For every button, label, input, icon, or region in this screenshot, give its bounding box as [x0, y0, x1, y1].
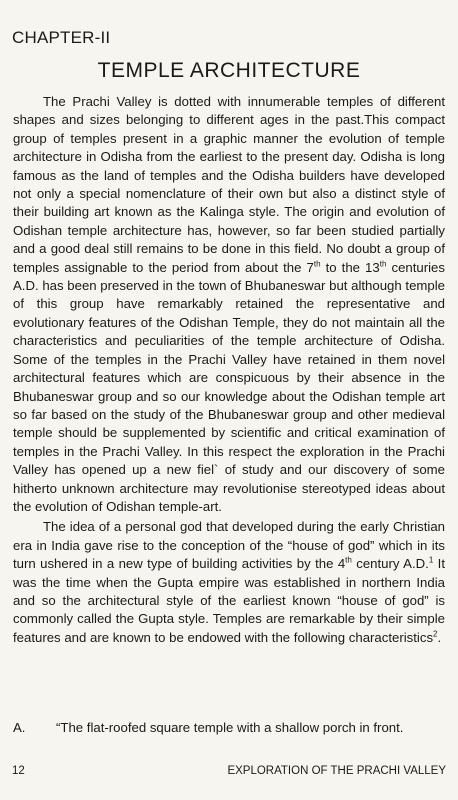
superscript: th [345, 555, 352, 565]
paragraph [13, 93, 445, 516]
superscript: th [379, 259, 387, 269]
text-segment: centuries A.D. has been preserved in the town of Bhubaneswar but although temple of this group have remarkably retained the representative and evolutionary features of the Odishan Temple, they do not maintain all the characteristics and peculiarities of the temple architecture of Odisha. Some of the temples in the Prachi Valley have retained in them novel architectural features which are conspicuous by their absence in the Bhubaneswar group and so our knowledge about the Odishan temple art so far based on the study of the Bhubaneswar group and other medieval temple should be supplemented by scientific and critical examination of temples in the Prachi Valley. In this respect the exploration in the Prachi Valley has opened up a new fiel` of study and our discovery of some hitherto unknown architecture may revolutionise stereotyped ideas about the evolution of Odishan temple-art. [13, 259, 445, 514]
list-item-marker: A. [13, 720, 26, 735]
superscript: 2 [433, 629, 438, 639]
text-segment: century A.D. [351, 556, 429, 572]
text-segment: The idea of a personal god that developed during the early Christian era in India gave rise to the conception of the “house of god” which in its turn ushered in a new type of building activities by the 4 [13, 519, 445, 572]
list-item-text: “The flat-roofed square temple with a shallow porch in front. [56, 720, 404, 735]
superscript: th [313, 259, 321, 269]
paragraph [13, 518, 445, 647]
text-segment: . [437, 629, 442, 645]
superscript: 1 [428, 555, 434, 565]
running-title: EXPLORATION OF THE PRACHI VALLEY [227, 765, 446, 777]
text-segment: It was the time when the Gupta empire was established in northern India and so the architectural style of the earliest known “house of god” is commonly called the Gupta style. Temples are remarkable by their simple features and are known to be endowed with the following characteristics [13, 556, 445, 645]
chapter-title: TEMPLE ARCHITECTURE [97, 59, 361, 82]
chapter-label: CHAPTER-II [12, 28, 111, 47]
text-segment: The Prachi Valley is dotted with innumerable temples of different shapes and sizes belonging to different ages in the past.This compact group of temples present in a graphic manner the evolution of temple architecture in Odisha from the earliest to the present day. Odisha is long famous as the land of temples and the Odisha builders have developed not only a special nomenclature of their own but also a distinct style of their building art known as the Kalinga style. The origin and evolution of Odishan temple architecture has, however, so far been studied partially and a good deal still remains to be done in this field. No doubt a group of temples assignable to the period from about the 7 [13, 94, 445, 275]
text-segment: to the 13 [320, 259, 380, 275]
body-text [13, 93, 445, 647]
page-number: 12 [12, 765, 25, 777]
